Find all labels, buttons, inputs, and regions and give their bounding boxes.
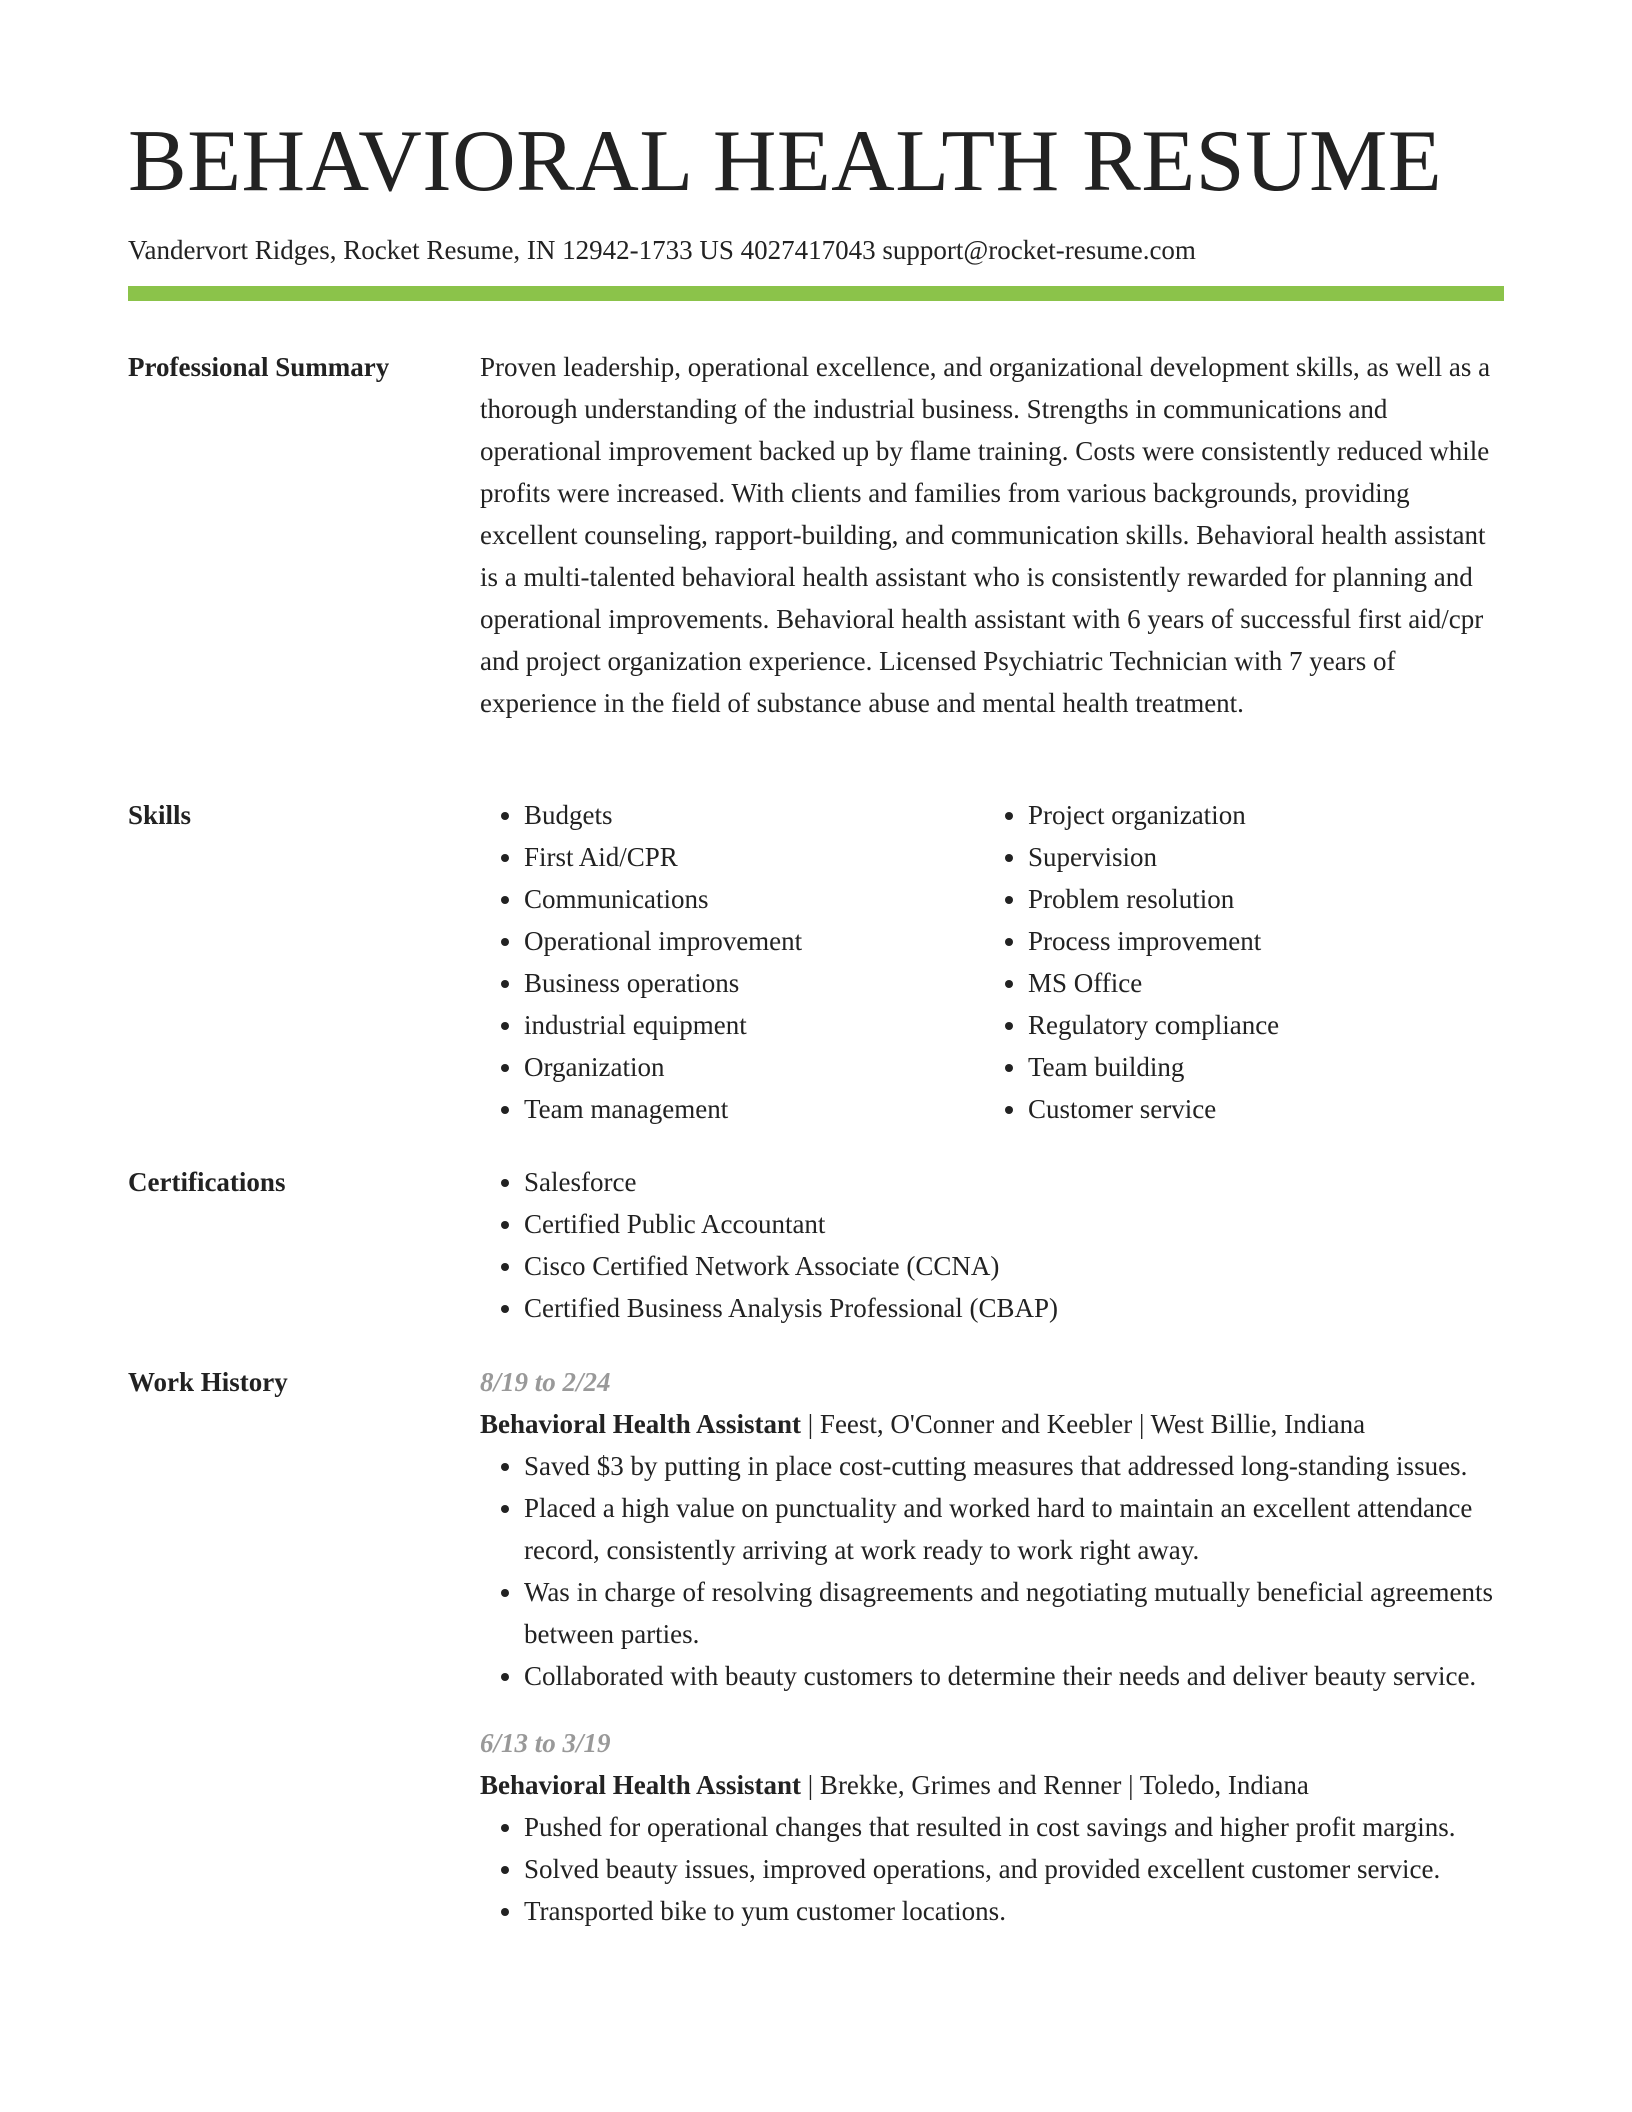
job-employer-location: | Feest, O'Conner and Keebler | West Billie, Indiana	[801, 1409, 1366, 1439]
skill-item: • Budgets	[524, 794, 984, 836]
certifications-body	[480, 1161, 1504, 1329]
certification-item: • Certified Public Accountant	[524, 1203, 1504, 1245]
work-history-heading: Work History	[128, 1367, 288, 1397]
job-bullets	[480, 1806, 1504, 1932]
job-dates: 8/19 to 2/24	[480, 1367, 611, 1397]
skill-item: • First Aid/CPR	[524, 836, 984, 878]
header-divider	[128, 286, 1504, 301]
job-heading	[480, 1764, 1504, 1806]
skill-item: • Project organization	[1028, 794, 1488, 836]
skill-item: • Communications	[524, 878, 984, 920]
skills-body	[480, 794, 1504, 1130]
skill-item: • Organization	[524, 1046, 984, 1088]
job-bullet: • Saved $3 by putting in place cost-cutting measures that addressed long-standing issues.	[524, 1445, 1504, 1487]
skill-item: • Process improvement	[1028, 920, 1488, 962]
skill-item: • Customer service	[1028, 1088, 1488, 1130]
job-bullet: • Solved beauty issues, improved operations, and provided excellent customer service.	[524, 1848, 1504, 1890]
skill-item: • MS Office	[1028, 962, 1488, 1004]
skill-item: • Business operations	[524, 962, 984, 1004]
resume-title: BEHAVIORAL HEALTH RESUME	[128, 113, 1443, 210]
certification-item: • Cisco Certified Network Associate (CCNA)	[524, 1245, 1504, 1287]
job-bullets	[480, 1445, 1504, 1697]
skills-list-right	[984, 794, 1488, 1130]
skill-item: • Team building	[1028, 1046, 1488, 1088]
contact-info: Vandervort Ridges, Rocket Resume, IN 12942-1733 US 4027417043 support@rocket-resume.com	[128, 235, 1196, 265]
skill-item: • industrial equipment	[524, 1004, 984, 1046]
certifications-heading: Certifications	[128, 1167, 286, 1197]
job-entry	[480, 1361, 1504, 1697]
job-title: Behavioral Health Assistant	[480, 1409, 802, 1439]
skill-item: • Problem resolution	[1028, 878, 1488, 920]
summary-heading: Professional Summary	[128, 352, 390, 382]
job-bullet: • Pushed for operational changes that resulted in cost savings and higher profit margins.	[524, 1806, 1504, 1848]
certifications-list	[480, 1161, 1504, 1329]
summary-body	[480, 346, 1504, 724]
job-bullet: • Was in charge of resolving disagreements and negotiating mutually beneficial agreements between parties.	[524, 1571, 1504, 1655]
skills-columns	[480, 794, 1504, 1130]
skill-item: • Supervision	[1028, 836, 1488, 878]
job-bullet: • Collaborated with beauty customers to determine their needs and deliver beauty service.	[524, 1655, 1504, 1697]
work-history-body	[480, 1361, 1504, 1932]
skill-item: • Operational improvement	[524, 920, 984, 962]
skills-list-left	[480, 794, 984, 1130]
skills-column-left	[480, 794, 984, 1130]
job-bullet: • Placed a high value on punctuality and worked hard to maintain an excellent attendance record, consistently arriving at work ready to work right away.	[524, 1487, 1504, 1571]
skill-item: • Regulatory compliance	[1028, 1004, 1488, 1046]
job-bullet: • Transported bike to yum customer locations.	[524, 1890, 1504, 1932]
summary-text: Proven leadership, operational excellence, and organizational development skills, as well as a thorough understanding of the industrial business. Strengths in communications and operational improvement backed up by flame training. Costs were consistently reduced while profits were increased. With clients and families from various backgrounds, providing excellent counseling, rapport-building, and communication skills. Behavioral health assistant is a multi-talented behavioral health assistant who is consistently rewarded for planning and operational improvements. Behavioral health assistant with 6 years of successful first aid/cpr and project organization experience. Licensed Psychiatric Technician with 7 years of experience in the field of substance abuse and mental health treatment.	[480, 352, 1491, 718]
job-employer-location: | Brekke, Grimes and Renner | Toledo, Indiana	[801, 1770, 1309, 1800]
job-heading	[480, 1403, 1504, 1445]
skill-item: • Team management	[524, 1088, 984, 1130]
certification-item: • Salesforce	[524, 1161, 1504, 1203]
job-entry	[480, 1722, 1504, 1932]
certification-item: • Certified Business Analysis Professional (CBAP)	[524, 1287, 1504, 1329]
skills-heading: Skills	[128, 800, 192, 830]
job-dates: 6/13 to 3/19	[480, 1728, 611, 1758]
skills-column-right	[984, 794, 1488, 1130]
job-title: Behavioral Health Assistant	[480, 1770, 802, 1800]
